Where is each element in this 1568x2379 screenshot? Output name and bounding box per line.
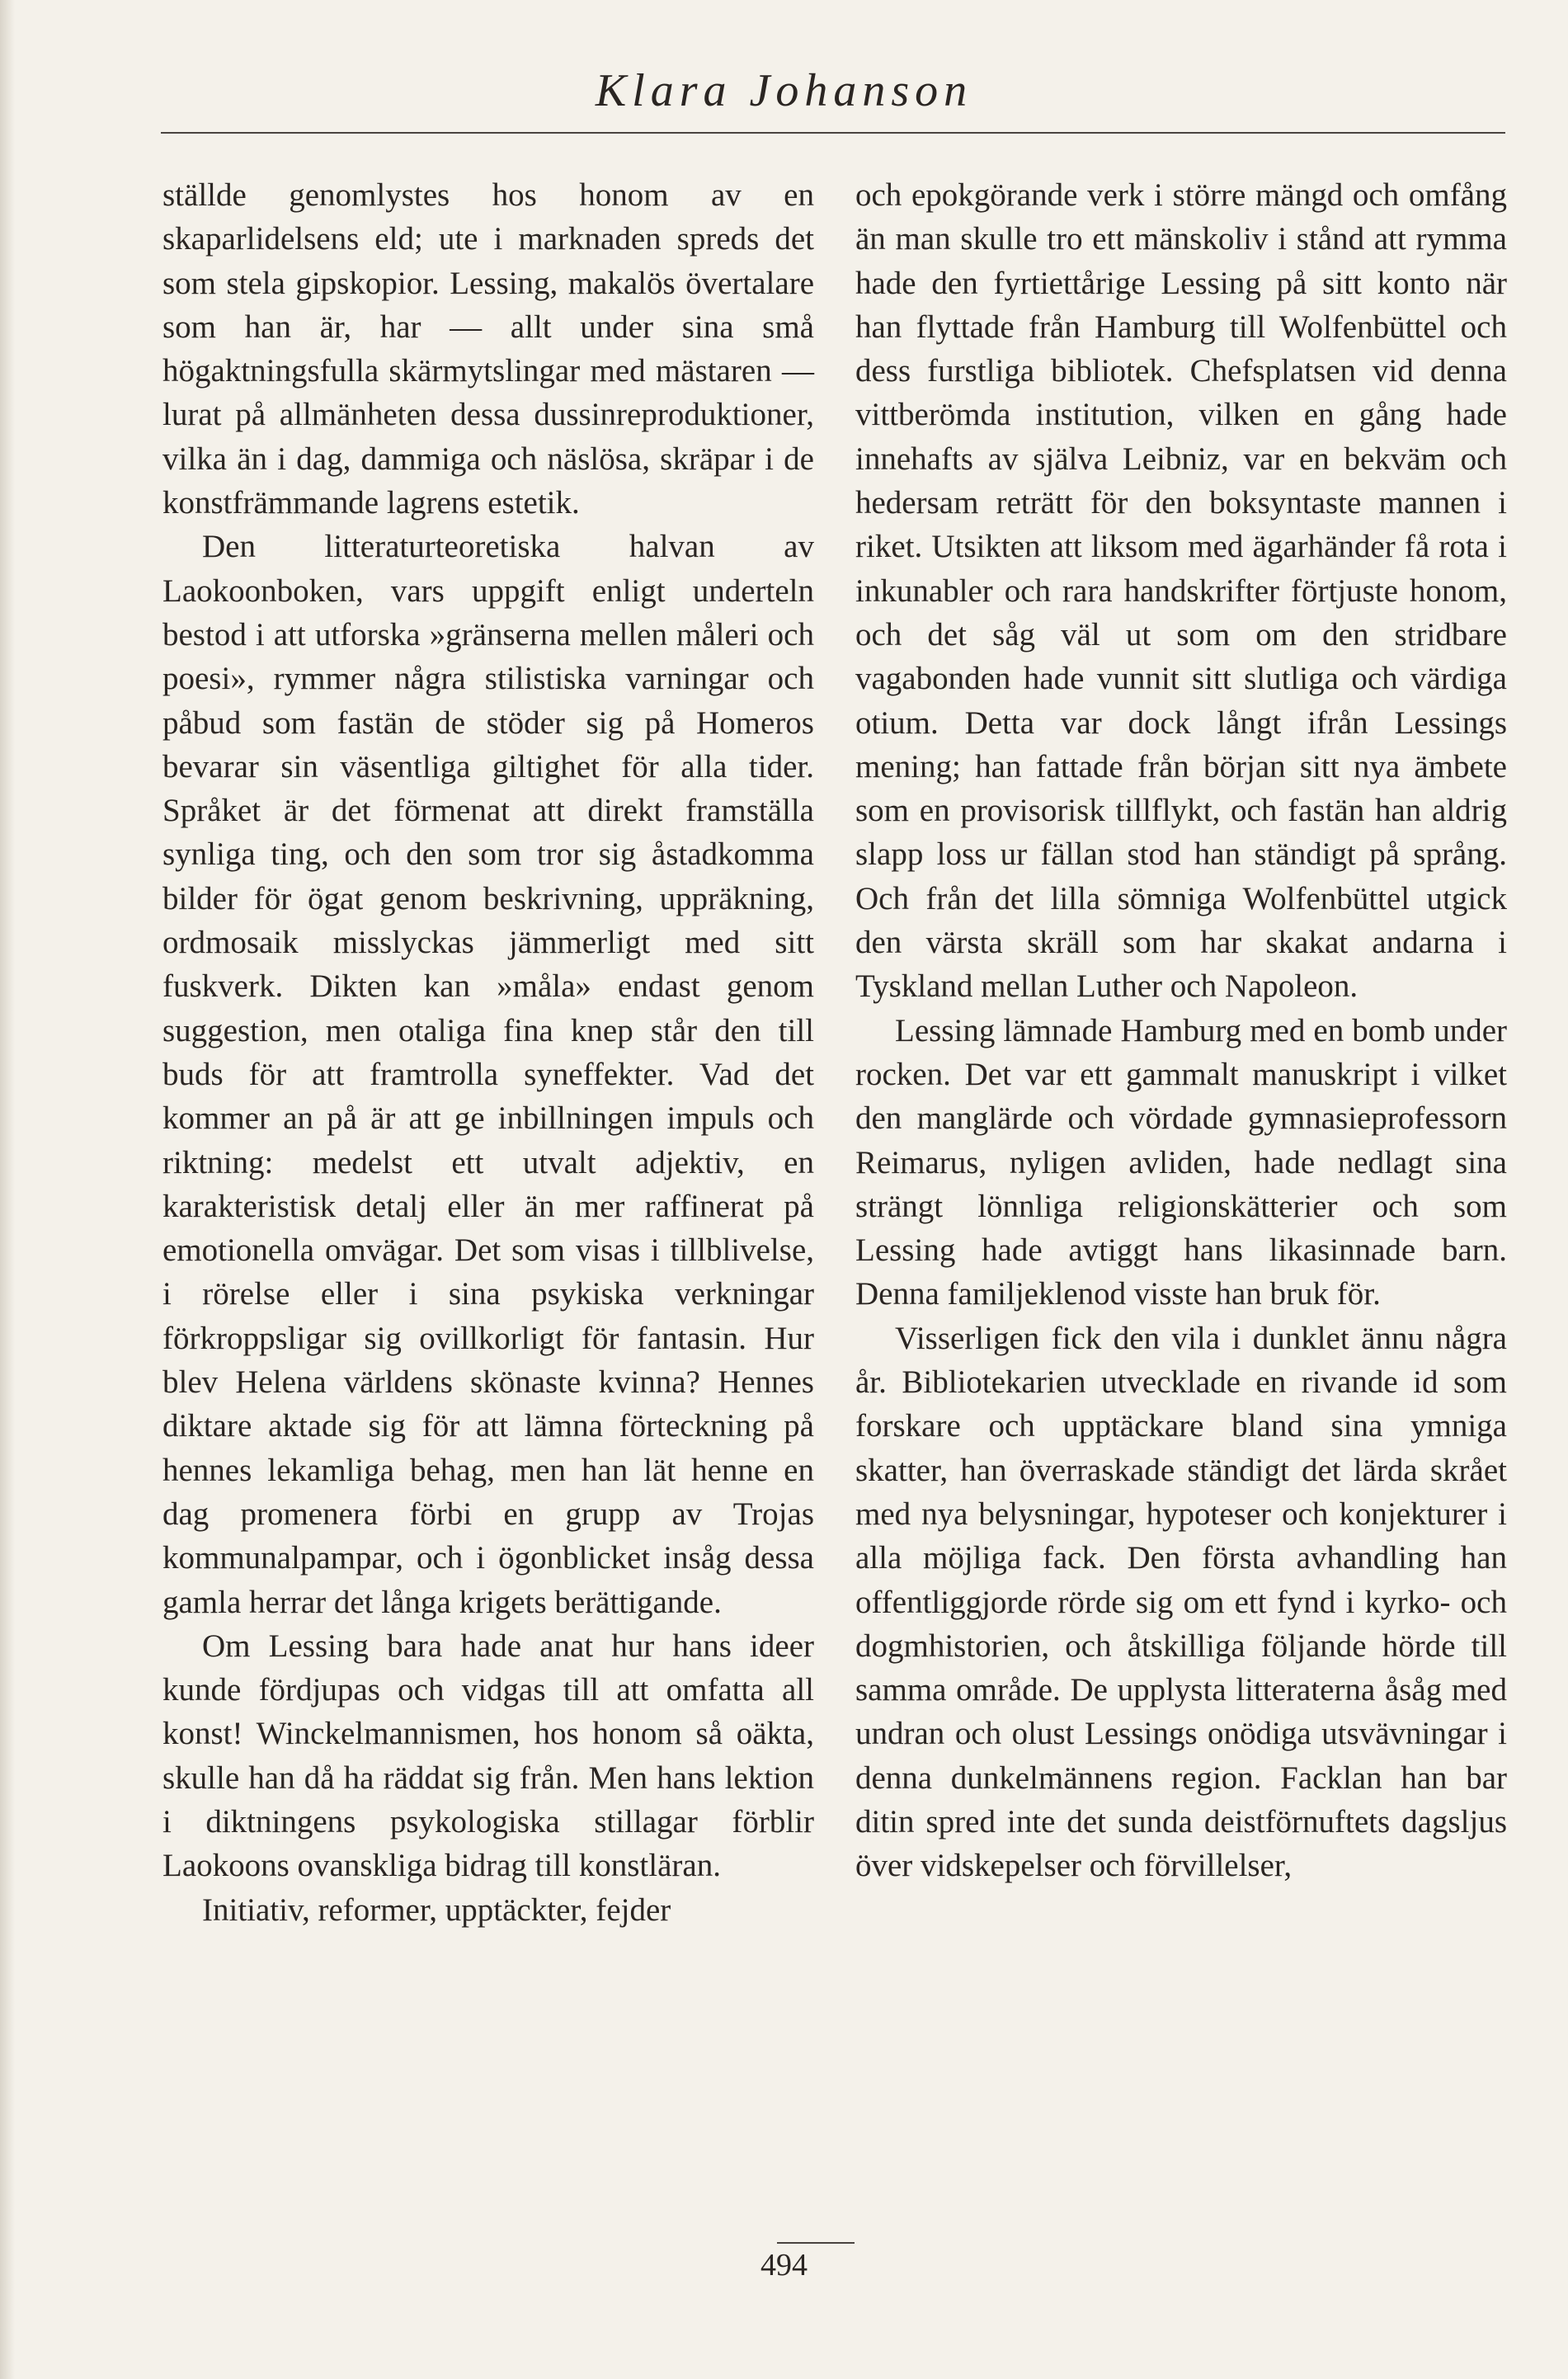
- right-column: [855, 173, 1507, 1888]
- header-rule: [161, 132, 1505, 134]
- running-head: Klara Johanson: [595, 65, 973, 116]
- paragraph: Visserligen fick den vila i dunklet ännu några år. Bibliotekarien utvecklade en rivande id som forskare och upptäckare bland sina ymniga skatter, han överraskade ständigt det lärda skrået med nya belysningar, hypoteser och konjekturer i alla möjliga fack. Den första avhandling han offentliggjorde rörde sig om ett fynd i kyrko- och dogmhistorien, och åtskilliga följande hörde till samma område. De upplysta litteraterna åsåg med undran och olust Lessings onödiga utsvävningar i denna dunkelmännens region. Facklan han bar ditin spred inte det sunda deistförnuftets dagsljus över vidskepelser och förvillelser,: [855, 1320, 1507, 1884]
- folio-rule: [777, 2242, 855, 2244]
- paragraph: Initiativ, reformer, upptäckter, fejder: [202, 1891, 671, 1928]
- page-number: 494: [760, 2248, 808, 2282]
- page-edge-shadow: [0, 0, 15, 2379]
- left-column: [162, 173, 814, 1932]
- paragraph: och epokgörande verk i större mängd och omfång än man skulle tro ett mänskoliv i stånd att rymma hade den fyrtiettårige Lessing på sitt konto när han flyttade från Hamburg till Wolfenbüttel och dess furstliga bibliotek. Chefsplatsen vid denna vittberömda institution, vilken en gång hade innehafts av själva Leibniz, var en bekväm och hedersam reträtt för den boksyntaste mannen i riket. Utsikten att liksom med ägarhänder få rota i inkunabler och rara handskrifter förtjuste honom, och det såg väl ut som om den stridbare vagabonden hade vunnit sitt slutliga och värdiga otium. Detta var dock långt ifrån Lessings mening; han fattade från början sitt nya ämbete som en provisorisk tillflykt, och fastän han aldrig slapp loss ur fällan stod han ständigt på språng. Och från det lilla sömniga Wolfenbüttel utgick den värsta skräll som har skakat andarna i Tyskland mellan Luther och Napoleon.: [855, 177, 1507, 1005]
- paragraph: Lessing lämnade Hamburg med en bomb under rocken. Det var ett gammalt manuskript i vilket den manglärde och vördade gymnasieprofessorn Reimarus, nyligen avliden, hade nedlagt sina strängt lönnliga religionskätterier och som Lessing hade avtiggt hans likasinnade barn. Denna familjeklenod visste han bruk för.: [855, 1012, 1507, 1312]
- paragraph: ställde genomlystes hos honom av en skaparlidelsens eld; ute i marknaden spreds det som stela gipskopior. Lessing, makalös övertalare som han är, har — allt under sina små högaktningsfulla skärmytslingar med mästaren — lurat på allmänheten dessa dussinreproduktioner, vilka än i dag, dammiga och näslösa, skräpar i de konstfrämmande lagrens estetik.: [162, 177, 814, 521]
- paragraph: Den litteraturteoretiska halvan av Laokoonboken, vars uppgift enligt underteln bestod i att utforska »gränserna mellen måleri och poesi», rymmer några stilistiska varningar och påbud som fastän de stöder sig på Homeros bevarar sin väsentliga giltighet för alla tider. Språket är det förmenat att direkt framställa synliga ting, och den som tror sig åstadkomma bilder för ögat genom beskrivning, uppräkning, ordmosaik misslyckas jämmerligt med sitt fuskverk. Dikten kan »måla» endast genom suggestion, men otaliga fina knep står den till buds för att framtrolla syneffekter. Vad det kommer an på är att ge inbillningen impuls och riktning: medelst ett utvalt adjektiv, en karakteristisk detalj eller än mer raffinerat på emotionella omvägar. Det som visas i tillblivelse, i rörelse eller i sina psykiska verkningar förkroppsligar sig ovillkorligt för fantasin. Hur blev Helena världens skönaste kvinna? Hennes diktare aktade sig för att lämna förteckning på hennes lekamliga behag, men han lät henne en dag promenera förbi en grupp av Trojas kommunalpampar, och i ögonblicket insåg dessa gamla herrar det långa krigets berättigande.: [162, 529, 814, 1620]
- paragraph: Om Lessing bara hade anat hur hans ideer kunde fördjupas och vidgas till att omfatta all konst! Winckelmannismen, hos honom så oäkta, skulle han då ha räddat sig från. Men hans lektion i diktningens psykologiska stillagar förblir Laokoons ovanskliga bidrag till konstläran.: [162, 1628, 814, 1884]
